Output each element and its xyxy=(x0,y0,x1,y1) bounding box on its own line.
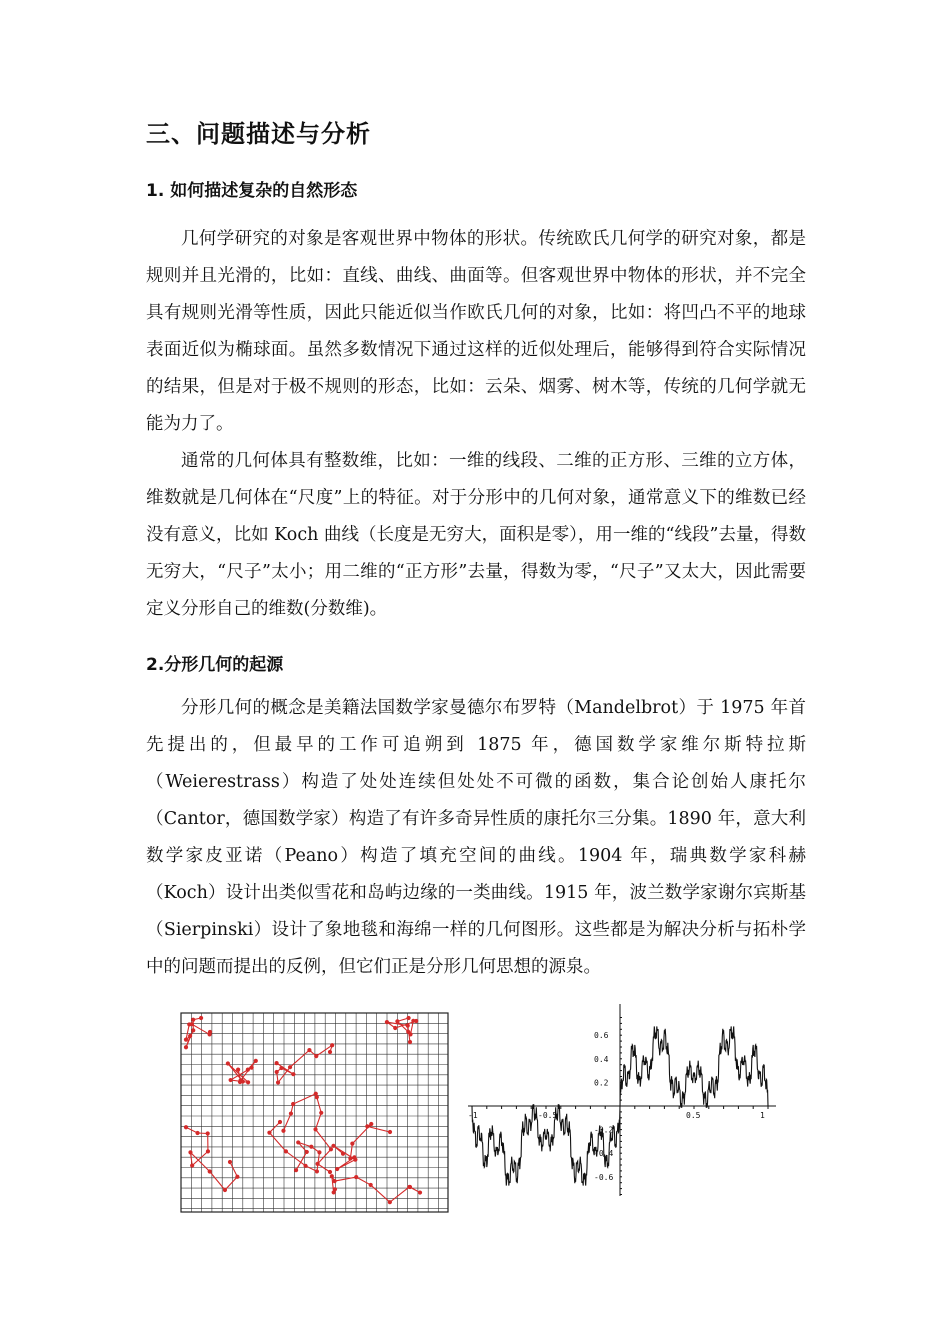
walk-point xyxy=(393,1026,397,1030)
walk-point xyxy=(226,1061,230,1065)
walk-point xyxy=(335,1167,339,1171)
walk-point xyxy=(348,1156,352,1160)
walk-point xyxy=(330,1174,334,1178)
random-walk-grid-figure xyxy=(180,1012,450,1214)
section-heading-1: 1. 如何描述复杂的自然形态 xyxy=(146,181,358,201)
walk-point xyxy=(388,1130,392,1134)
walk-point xyxy=(229,1078,233,1082)
walk-point xyxy=(350,1142,354,1146)
walk-point xyxy=(314,1054,318,1058)
walk-point xyxy=(184,1045,188,1049)
walk-point xyxy=(369,1122,373,1126)
walk-point xyxy=(187,1022,191,1026)
walk-point xyxy=(223,1188,227,1192)
walk-point xyxy=(407,1185,411,1189)
y-tick-label: 0.6 xyxy=(594,1031,609,1041)
walk-point xyxy=(411,1019,415,1023)
weierstrass-curve-figure xyxy=(462,1000,782,1200)
walk-point xyxy=(267,1131,271,1135)
y-tick-label: -0.2 xyxy=(594,1125,614,1135)
walk-point xyxy=(284,1149,288,1153)
walk-point xyxy=(206,1149,210,1153)
walk-point xyxy=(199,1016,203,1020)
walk-point xyxy=(184,1125,188,1129)
walk-point xyxy=(195,1131,199,1135)
walk-point xyxy=(406,1024,410,1028)
walk-point xyxy=(291,1102,295,1106)
walk-point xyxy=(281,1129,285,1133)
walk-point xyxy=(291,1072,295,1076)
walk-point xyxy=(246,1080,250,1084)
walk-point xyxy=(309,1145,313,1149)
walk-point xyxy=(239,1078,243,1082)
x-tick-label: 1 xyxy=(760,1111,765,1120)
walk-point xyxy=(191,1028,195,1032)
walk-point xyxy=(331,1144,335,1148)
paragraph-3: 分形几何的概念是美籍法国数学家曼德尔布罗特（Mandelbrot）于 1975 年首先提出的，但最早的工作可追朔到 1875 年，德国数学家维尔斯特拉斯（Weierestrass）构造了处处连续但处处不可微的函数，集合论创始人康托尔（Cantor，德国数学家）构造了有许多奇异性质的康托尔三分集。1890 年，意大利数学家皮亚诺（Peano）构造了填充空间的曲线。1904 年，瑞典数学家科赫（Koch）设计出类似雪花和岛屿边缘的一类曲线。1915 年，波兰数学家谢尔宾斯基（Sierpinski）设计了象地毯和海绵一样的几何图形。这些都是为解决分析与拓朴学中的问题而提出的反例，但它们正是分形几何思想的源泉。 xyxy=(146,698,806,977)
walk-point xyxy=(254,1059,258,1063)
walk-point xyxy=(275,1061,279,1065)
walk-point xyxy=(208,1169,212,1173)
walk-point xyxy=(369,1183,373,1187)
walk-point xyxy=(353,1158,357,1162)
walk-point xyxy=(408,1040,412,1044)
paragraph-2: 通常的几何体具有整数维，比如：一维的线段、二维的正方形、三维的立方体，维数就是几何体在“尺度”上的特征。对于分形中的几何对象，通常意义下的维数已经没有意义，比如 Koch 曲线（长度是无穷大，面积是零），用一维的“线段”去量，得数无穷大，“尺子”太小；用二维的“正方形”去量，得数为零，“尺子”又太大，因此需要定义分形自己的维数(分数维)。 xyxy=(146,451,806,619)
walk-point xyxy=(307,1048,311,1052)
x-tick-label: -1 xyxy=(468,1111,478,1120)
walk-point xyxy=(315,1169,319,1173)
walk-point xyxy=(317,1150,321,1154)
walk-point xyxy=(418,1190,422,1194)
walk-point xyxy=(305,1150,309,1154)
walk-point xyxy=(275,1070,279,1074)
walk-point xyxy=(341,1152,345,1156)
walk-path xyxy=(333,1124,390,1169)
walk-point xyxy=(278,1120,282,1124)
walk-point xyxy=(191,1018,195,1022)
x-tick-label: 0.5 xyxy=(686,1111,701,1120)
section-heading-2: 2.分形几何的起源 xyxy=(146,655,284,675)
walk-point xyxy=(235,1175,239,1179)
walk-point xyxy=(406,1030,410,1034)
walk-point xyxy=(354,1175,358,1179)
walk-point xyxy=(207,1032,211,1036)
walk-point xyxy=(288,1065,292,1069)
walk-point xyxy=(246,1068,250,1072)
walk-point xyxy=(188,1150,192,1154)
y-tick-label: -0.6 xyxy=(594,1172,614,1182)
walk-point xyxy=(319,1111,323,1115)
walk-point xyxy=(388,1200,392,1204)
walk-point xyxy=(329,1147,333,1151)
walk-point xyxy=(279,1066,283,1070)
walk-point xyxy=(314,1092,318,1096)
walk-point xyxy=(236,1067,240,1071)
walk-point xyxy=(206,1131,210,1135)
walk-point xyxy=(395,1019,399,1023)
walk-point xyxy=(296,1140,300,1144)
walk-point xyxy=(313,1127,317,1131)
walk-point xyxy=(385,1020,389,1024)
walk-point xyxy=(333,1187,337,1191)
page-title: 三、问题描述与分析 xyxy=(146,120,371,148)
walk-point xyxy=(330,1043,334,1047)
walk-point xyxy=(250,1066,254,1070)
walk-point xyxy=(315,1162,319,1166)
walk-point xyxy=(184,1038,188,1042)
walk-point xyxy=(406,1016,410,1020)
walk-point xyxy=(188,1034,192,1038)
walk-point xyxy=(332,1179,336,1183)
walk-point xyxy=(294,1168,298,1172)
walk-point xyxy=(303,1164,307,1168)
y-tick-label: -0.4 xyxy=(594,1149,614,1159)
walk-point xyxy=(190,1163,194,1167)
y-tick-label: 0.4 xyxy=(594,1054,609,1064)
walk-point xyxy=(228,1160,232,1164)
walk-point xyxy=(276,1080,280,1084)
walk-point xyxy=(328,1170,332,1174)
y-tick-label: 0.2 xyxy=(594,1078,609,1088)
x-tick-label: -0.5 xyxy=(538,1111,558,1120)
walk-point xyxy=(365,1124,369,1128)
walk-point xyxy=(328,1050,332,1054)
paragraph-1: 几何学研究的对象是客观世界中物体的形状。传统欧氏几何学的研究对象，都是规则并且光滑的，比如：直线、曲线、曲面等。但客观世界中物体的形状，并不完全具有规则光滑等性质，因此只能近似当作欧氏几何的对象，比如：将凹凸不平的地球表面近似为椭球面。虽然多数情况下通过这样的近似处理后，能够得到符合实际情况的结果，但是对于极不规则的形态，比如：云朵、烟雾、树木等，传统的几何学就无能为力了。 xyxy=(146,229,806,434)
walk-point xyxy=(289,1111,293,1115)
